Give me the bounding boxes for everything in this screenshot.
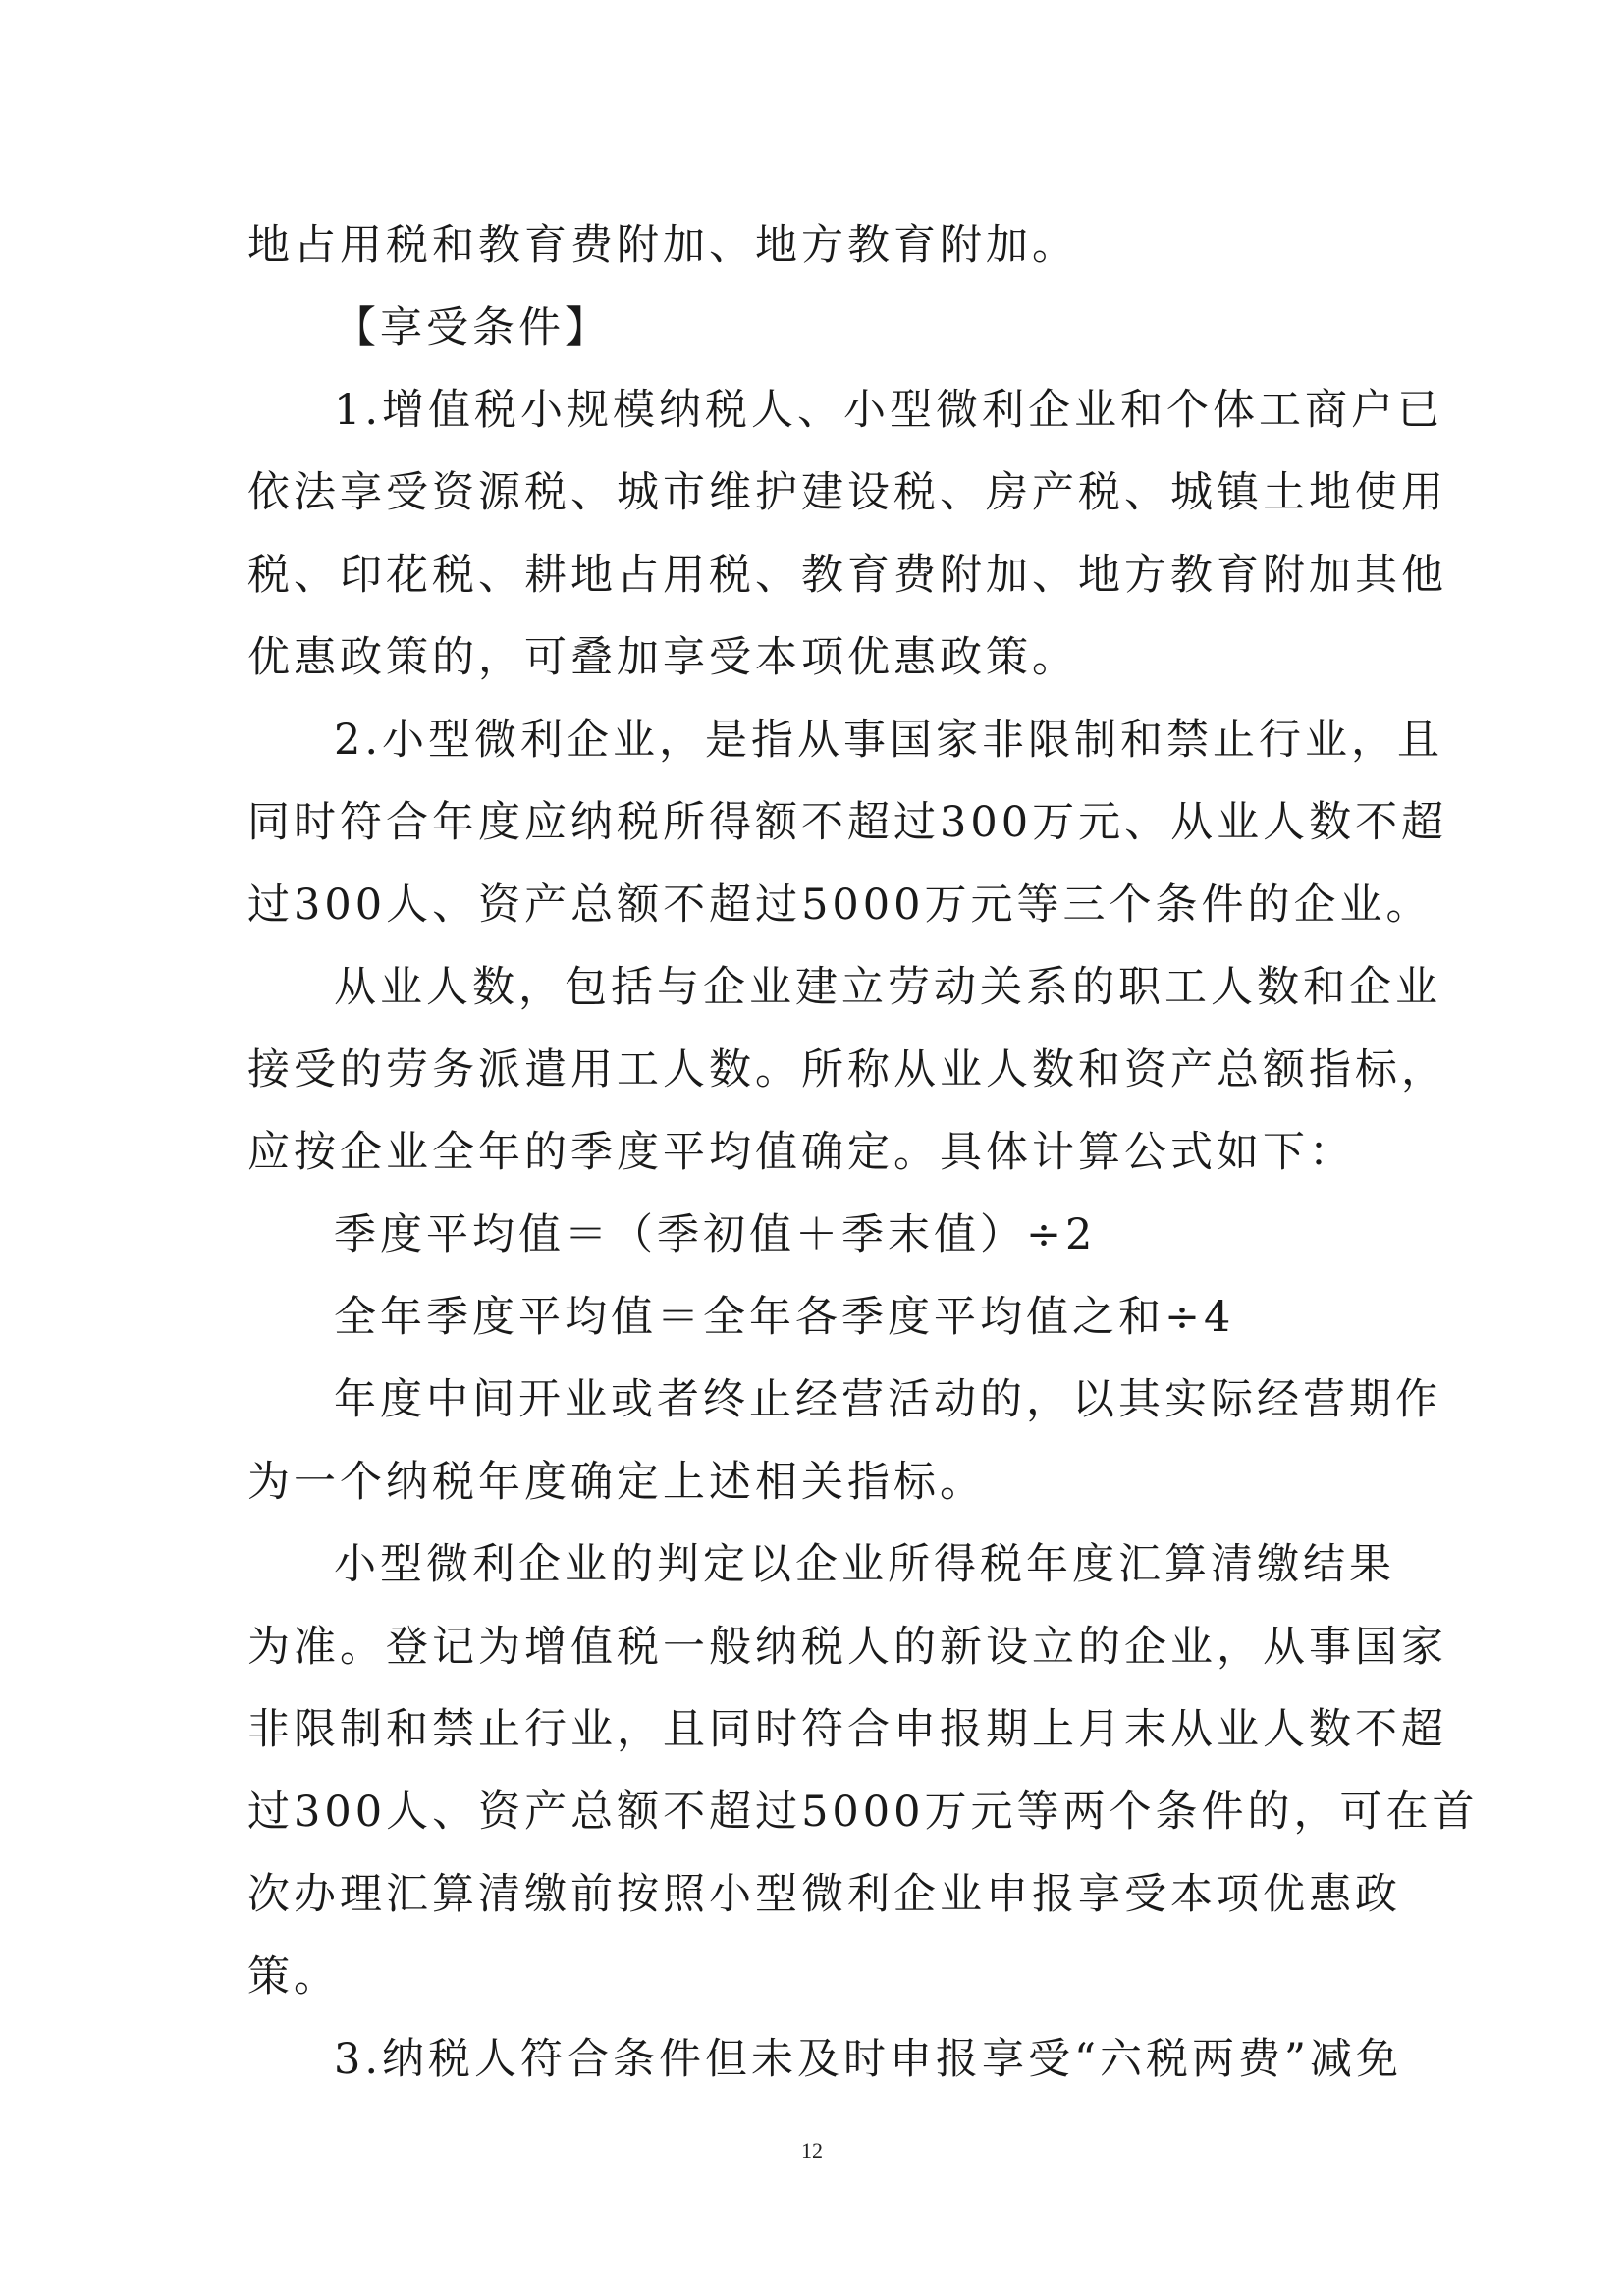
paragraph-line: 过300人、资产总额不超过5000万元等三个条件的企业。	[247, 881, 1433, 930]
page-number: 12	[801, 2138, 823, 2163]
paragraph-line: 小型微利企业的判定以企业所得税年度汇算清缴结果	[334, 1540, 1395, 1589]
formula-line: 全年季度平均值＝全年各季度平均值之和÷4	[334, 1293, 1235, 1342]
paragraph-line: 为准。登记为增值税一般纳税人的新设立的企业，从事国家	[247, 1623, 1447, 1672]
paragraph-line: 地占用税和教育费附加、地方教育附加。	[247, 221, 1078, 270]
formula-line: 季度平均值＝（季初值＋季末值）÷2	[334, 1210, 1097, 1259]
paragraph-line: 依法享受资源税、城市维护建设税、房产税、城镇土地使用	[247, 468, 1447, 517]
paragraph-line: 应按企业全年的季度平均值确定。具体计算公式如下：	[247, 1128, 1355, 1177]
section-heading: 【享受条件】	[334, 303, 611, 352]
paragraph-line: 同时符合年度应纳税所得额不超过300万元、从业人数不超	[247, 798, 1448, 847]
paragraph-line: 过300人、资产总额不超过5000万元等两个条件的，可在首	[247, 1788, 1479, 1837]
paragraph-line: 1.增值税小规模纳税人、小型微利企业和个体工商户已	[334, 386, 1444, 435]
paragraph-line: 接受的劳务派遣用工人数。所称从业人数和资产总额指标，	[247, 1045, 1447, 1095]
paragraph-line: 为一个纳税年度确定上述相关指标。	[247, 1458, 986, 1507]
paragraph-line: 优惠政策的，可叠加享受本项优惠政策。	[247, 633, 1078, 682]
paragraph-line: 3.纳税人符合条件但未及时申报享受“六税两费”减免	[334, 2035, 1402, 2084]
paragraph-line: 税、印花税、耕地占用税、教育费附加、地方教育附加其他	[247, 551, 1447, 600]
paragraph-line: 2.小型微利企业，是指从事国家非限制和禁止行业，且	[334, 716, 1444, 765]
paragraph-line: 非限制和禁止行业，且同时符合申报期上月末从业人数不超	[247, 1705, 1447, 1754]
paragraph-line: 策。	[247, 1952, 340, 2002]
paragraph-line: 次办理汇算清缴前按照小型微利企业申报享受本项优惠政	[247, 1870, 1401, 1919]
paragraph-line: 从业人数，包括与企业建立劳动关系的职工人数和企业	[334, 963, 1441, 1012]
paragraph-line: 年度中间开业或者终止经营活动的，以其实际经营期作	[334, 1375, 1441, 1424]
